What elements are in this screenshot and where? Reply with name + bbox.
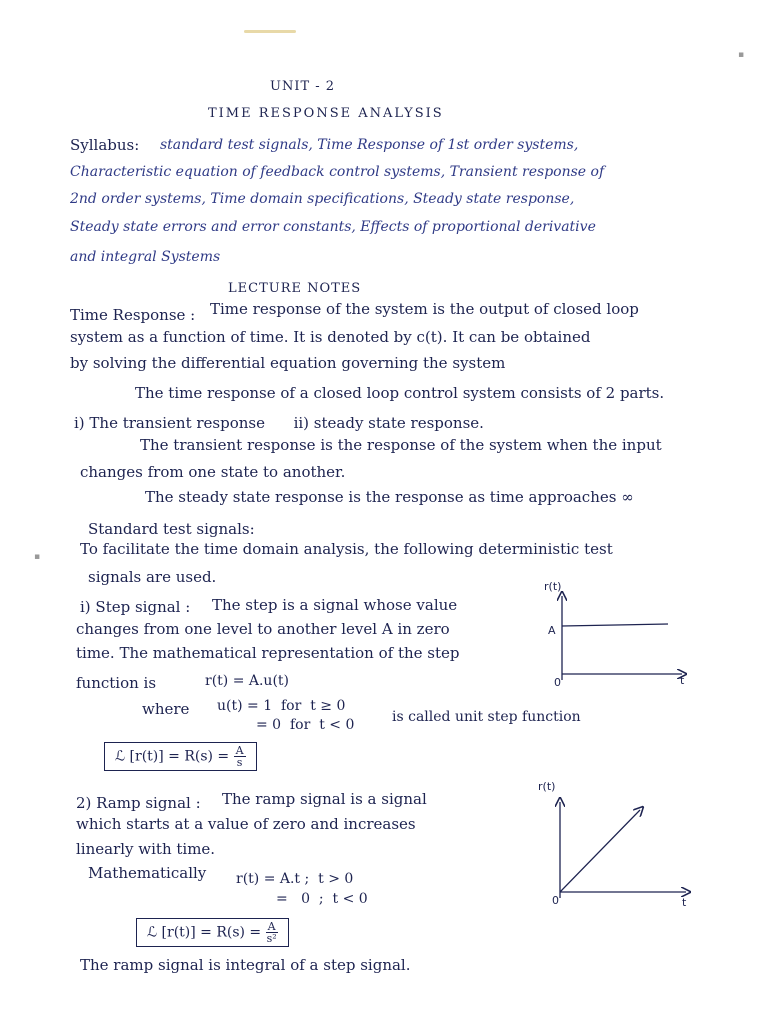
- step-graph-y-label: r(t): [544, 580, 562, 593]
- lecture-notes-heading: LECTURE NOTES: [228, 281, 362, 296]
- syllabus-line: Characteristic equation of feedback control systems, Transient response of: [70, 164, 605, 180]
- time-response-parts-intro: The time response of a closed loop control system consists of 2 parts.: [135, 384, 665, 402]
- time-response-line: by solving the differential equation governing the system: [70, 354, 506, 372]
- page-title: TIME RESPONSE ANALYSIS: [208, 106, 444, 121]
- step-laplace-denominator: s: [236, 756, 243, 769]
- ramp-laplace-box: [136, 918, 289, 947]
- transient-line: changes from one state to another.: [80, 463, 346, 481]
- time-response-parts: i) The transient response ii) steady state response.: [74, 414, 484, 432]
- step-signal-graph: [540, 582, 690, 692]
- ramp-graph-origin-label: 0: [552, 894, 559, 907]
- test-signals-line: signals are used.: [88, 568, 217, 586]
- ramp-signal-label: 2) Ramp signal :: [76, 794, 201, 812]
- ramp-integral-note: The ramp signal is integral of a step signal.: [80, 956, 411, 974]
- top-tape-mark: [244, 30, 296, 33]
- step-laplace-numerator: A: [235, 744, 244, 757]
- ramp-signal-line: linearly with time.: [76, 840, 216, 858]
- ramp-signal-graph: [536, 780, 696, 910]
- unit-step-def-1: u(t) = 1 for t ≥ 0: [217, 698, 346, 714]
- syllabus-label: Syllabus:: [70, 136, 140, 154]
- step-graph-level-line: [562, 624, 668, 626]
- step-signal-line: time. The mathematical representation of the step: [76, 644, 460, 662]
- time-response-line: system as a function of time. It is denoted by c(t). It can be obtained: [70, 328, 591, 346]
- page-speck: ▪: [738, 50, 745, 60]
- time-response-label: Time Response :: [70, 306, 196, 324]
- step-signal-label: i) Step signal :: [80, 598, 191, 616]
- ramp-equation-2: = 0 ; t < 0: [276, 891, 368, 907]
- step-where: where: [142, 700, 190, 718]
- page-speck: ▪: [34, 552, 41, 562]
- ramp-laplace-denominator: s²: [266, 932, 277, 945]
- ramp-mathematically: Mathematically: [88, 864, 207, 882]
- ramp-laplace-expression: ℒ [r(t)] = R(s) =: [147, 924, 262, 941]
- ramp-laplace-numerator: A: [267, 920, 276, 933]
- ramp-signal-line: The ramp signal is a signal: [222, 790, 427, 808]
- step-signal-line: changes from one level to another level A in zero: [76, 620, 450, 638]
- ramp-equation-1: r(t) = A.t ; t > 0: [236, 871, 354, 887]
- ramp-laplace-fraction: [266, 921, 278, 944]
- steady-state-line: The steady state response is the response as time approaches ∞: [145, 488, 634, 506]
- unit-heading: UNIT - 2: [270, 79, 336, 94]
- step-equation: r(t) = A.u(t): [205, 673, 289, 689]
- step-laplace-expression: ℒ [r(t)] = R(s) =: [115, 748, 230, 765]
- unit-step-note: is called unit step function: [392, 709, 581, 725]
- ramp-graph-line: [560, 810, 640, 892]
- step-graph-origin-label: 0: [554, 676, 561, 689]
- ramp-graph-y-label: r(t): [538, 780, 556, 793]
- syllabus-line: Steady state errors and error constants, Effects of proportional derivative: [70, 219, 596, 235]
- transient-line: The transient response is the response of the system when the input: [140, 436, 662, 454]
- step-graph-level-label: A: [548, 624, 556, 637]
- unit-step-def-2: = 0 for t < 0: [256, 717, 355, 733]
- syllabus-line: and integral Systems: [70, 249, 221, 265]
- step-graph-x-label: t: [680, 674, 685, 687]
- step-laplace-fraction: [234, 745, 246, 768]
- ramp-signal-line: which starts at a value of zero and increases: [76, 815, 416, 833]
- step-laplace-box: [104, 742, 257, 771]
- ramp-graph-x-label: t: [682, 896, 687, 909]
- syllabus-line: standard test signals, Time Response of 1st order systems,: [160, 137, 579, 153]
- step-signal-line: The step is a signal whose value: [212, 596, 458, 614]
- step-function-is: function is: [76, 674, 157, 692]
- syllabus-line: 2nd order systems, Time domain specifications, Steady state response,: [70, 191, 575, 207]
- test-signals-heading: Standard test signals:: [88, 520, 255, 538]
- test-signals-line: To facilitate the time domain analysis, the following deterministic test: [80, 540, 613, 558]
- time-response-line: Time response of the system is the output of closed loop: [210, 300, 639, 318]
